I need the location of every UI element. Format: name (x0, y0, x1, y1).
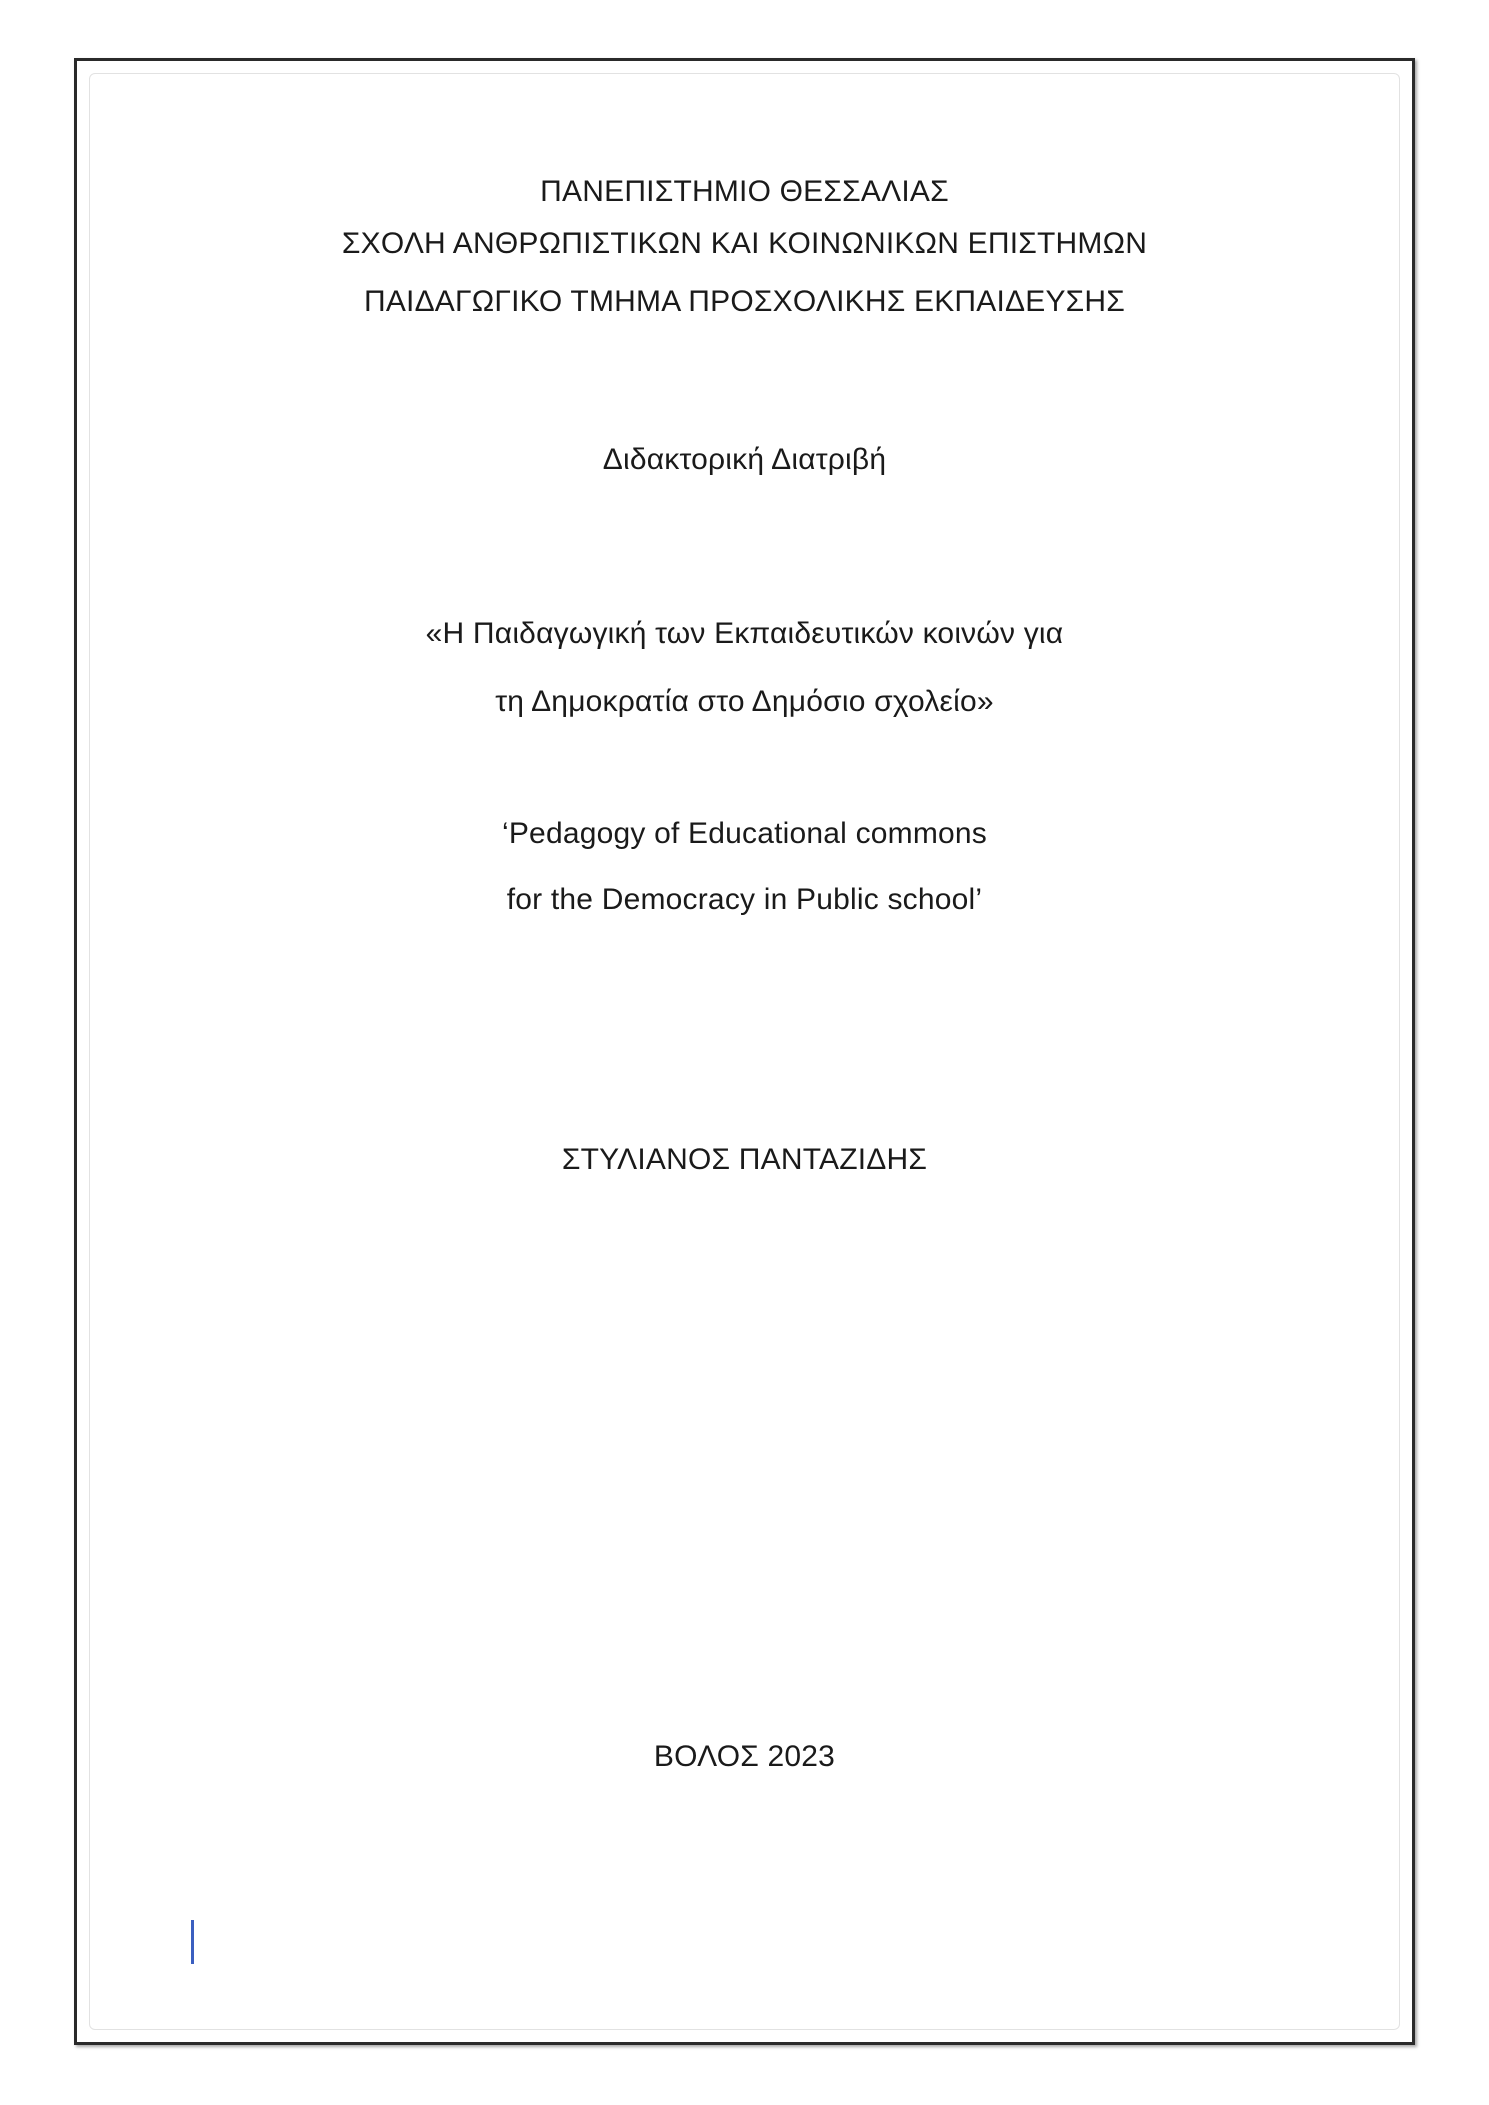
greek-title-line-1: «Η Παιδαγωγική των Εκπαιδευτικών κοινών για (425, 617, 1064, 650)
school-name: ΣΧΟΛΗ ΑΝΘΡΩΠΙΣΤΙΚΩΝ ΚΑΙ ΚΟΙΝΩΝΙΚΩΝ ΕΠΙΣΤΗΜΩΝ (341, 227, 1148, 260)
university-name: ΠΑΝΕΠΙΣΤΗΜΙΟ ΘΕΣΣΑΛΙΑΣ (540, 175, 949, 208)
place-and-year: ΒΟΛΟΣ 2023 (653, 1740, 836, 1773)
document-type: Διδακτορική Διατριβή (602, 443, 887, 476)
greek-title-line-2: τη Δημοκρατία στο Δημόσιο σχολείο» (495, 685, 994, 718)
author-name: ΣΤΥΛΙΑΝΟΣ ΠΑΝΤΑΖΙΔΗΣ (561, 1143, 928, 1176)
english-title-line-2: for the Democracy in Public school’ (506, 883, 983, 916)
department-name: ΠΑΙΔΑΓΩΓΙΚΟ ΤΜΗΜΑ ΠΡΟΣΧΟΛΙΚΗΣ ΕΚΠΑΙΔΕΥΣΗΣ (363, 285, 1126, 318)
english-title-line-1: ‘Pedagogy of Educational commons (501, 817, 988, 850)
text-cursor[interactable] (191, 1920, 194, 1964)
